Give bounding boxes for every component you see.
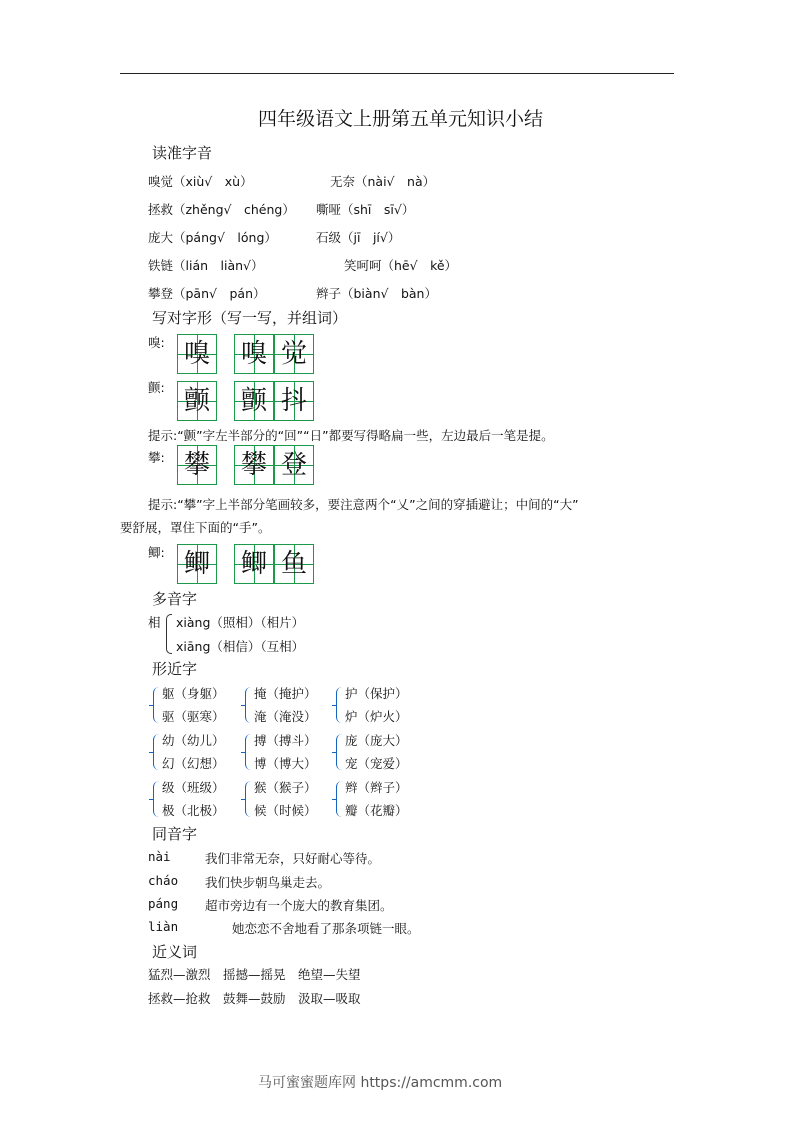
similar-item: 炉（炉火） (345, 709, 408, 724)
homophone-sentence: 我们快步朝鸟巢走去。 (205, 875, 331, 890)
similar-item: 宠（宠爱） (345, 756, 408, 771)
write-label: 颤: (148, 380, 165, 395)
homophone-pinyin: cháo (148, 873, 179, 888)
grid-box: 攀 (234, 445, 274, 485)
footer-watermark: 马可蜜蜜题库网 https://amcmm.com (258, 1075, 503, 1091)
poly-char: 相 (148, 615, 161, 630)
grid-box: 抖 (274, 381, 314, 421)
similar-brace (245, 734, 252, 770)
similar-item: 瓣（花瓣） (345, 803, 408, 818)
synonym-line: 猛烈—激烈 摇撼—摇晃 绝望—失望 (148, 967, 361, 982)
homophone-sentence: 超市旁边有一个庞大的教育集团。 (205, 898, 393, 913)
grid-box: 嗅 (177, 334, 217, 374)
poly-line: xiàng（照相）（相片） (176, 615, 305, 630)
section-homophone-heading: 同音字 (152, 825, 198, 843)
read-item: 石级（jī jí√） (316, 230, 401, 245)
read-item: 嘶哑（shī sī√） (316, 202, 415, 217)
homophone-sentence: 她恋恋不舍地看了那条项链一眼。 (232, 921, 420, 936)
grid-box: 攀 (177, 445, 217, 485)
similar-item: 搏（搏斗） (254, 733, 317, 748)
similar-brace (153, 734, 160, 770)
write-label: 鲫: (148, 545, 165, 560)
read-item: 铁链（lián liàn√） (148, 258, 264, 273)
poly-line: xiāng（相信）（互相） (176, 639, 305, 654)
grid-box: 登 (274, 445, 314, 485)
similar-brace (153, 687, 160, 723)
similar-item: 幼（幼儿） (162, 733, 225, 748)
section-synonym-heading: 近义词 (152, 943, 198, 961)
similar-item: 辫（辫子） (345, 780, 408, 795)
page-title: 四年级语文上册第五单元知识小结 (258, 108, 544, 130)
similar-brace (245, 781, 252, 817)
poly-brace (166, 614, 172, 654)
similar-brace (336, 687, 343, 723)
similar-brace (153, 781, 160, 817)
similar-brace (336, 734, 343, 770)
homophone-pinyin: liàn (148, 919, 179, 934)
hint-text: 要舒展，罩住下面的“手”。 (120, 520, 271, 535)
similar-brace (336, 781, 343, 817)
similar-item: 掩（掩护） (254, 686, 317, 701)
similar-item: 候（时候） (254, 803, 317, 818)
similar-item: 极（北极） (162, 803, 225, 818)
read-item: 攀登（pān√ pán） (148, 286, 266, 301)
grid-box: 觉 (274, 334, 314, 374)
section-similar-heading: 形近字 (152, 660, 198, 678)
read-item: 笑呵呵（hē√ kě） (344, 258, 458, 273)
section-write-heading: 写对字形（写一写，并组词） (152, 309, 348, 327)
similar-item: 躯（身躯） (162, 686, 225, 701)
write-label: 嗅: (148, 335, 165, 350)
grid-box: 鲫 (177, 544, 217, 584)
hint-text: 提示:“颤”字左半部分的“回”“日”都要写得略扁一些，左边最后一笔是提。 (148, 428, 554, 443)
hint-text: 提示:“攀”字上半部分笔画较多，要注意两个“乂”之间的穿插避让；中间的“大” (148, 497, 579, 512)
grid-box: 颤 (177, 381, 217, 421)
top-rule (120, 73, 674, 74)
similar-item: 级（班级） (162, 780, 225, 795)
similar-item: 幻（幻想） (162, 756, 225, 771)
homophone-pinyin: nài (148, 849, 171, 864)
similar-item: 驱（驱寒） (162, 709, 225, 724)
read-item: 无奈（nài√ nà） (330, 174, 436, 189)
read-item: 庞大（páng√ lóng） (148, 230, 277, 245)
section-read-heading: 读准字音 (152, 144, 213, 162)
grid-box: 鲫 (234, 544, 274, 584)
similar-item: 淹（淹没） (254, 709, 317, 724)
homophone-sentence: 我们非常无奈，只好耐心等待。 (205, 851, 381, 866)
similar-item: 猴（猴子） (254, 780, 317, 795)
section-poly-heading: 多音字 (152, 590, 198, 608)
similar-item: 博（博大） (254, 756, 317, 771)
synonym-line: 拯救—抢救 鼓舞—鼓励 汲取—吸取 (148, 991, 361, 1006)
similar-brace (245, 687, 252, 723)
similar-item: 护（保护） (345, 686, 408, 701)
read-item: 嗅觉（xiù√ xù） (148, 174, 253, 189)
read-item: 辫子（biàn√ bàn） (316, 286, 437, 301)
write-label: 攀: (148, 450, 165, 465)
grid-box: 颤 (234, 381, 274, 421)
homophone-pinyin: páng (148, 896, 179, 911)
grid-box: 鱼 (274, 544, 314, 584)
read-item: 拯救（zhěng√ chéng） (148, 202, 295, 217)
similar-item: 庞（庞大） (345, 733, 408, 748)
grid-box: 嗅 (234, 334, 274, 374)
